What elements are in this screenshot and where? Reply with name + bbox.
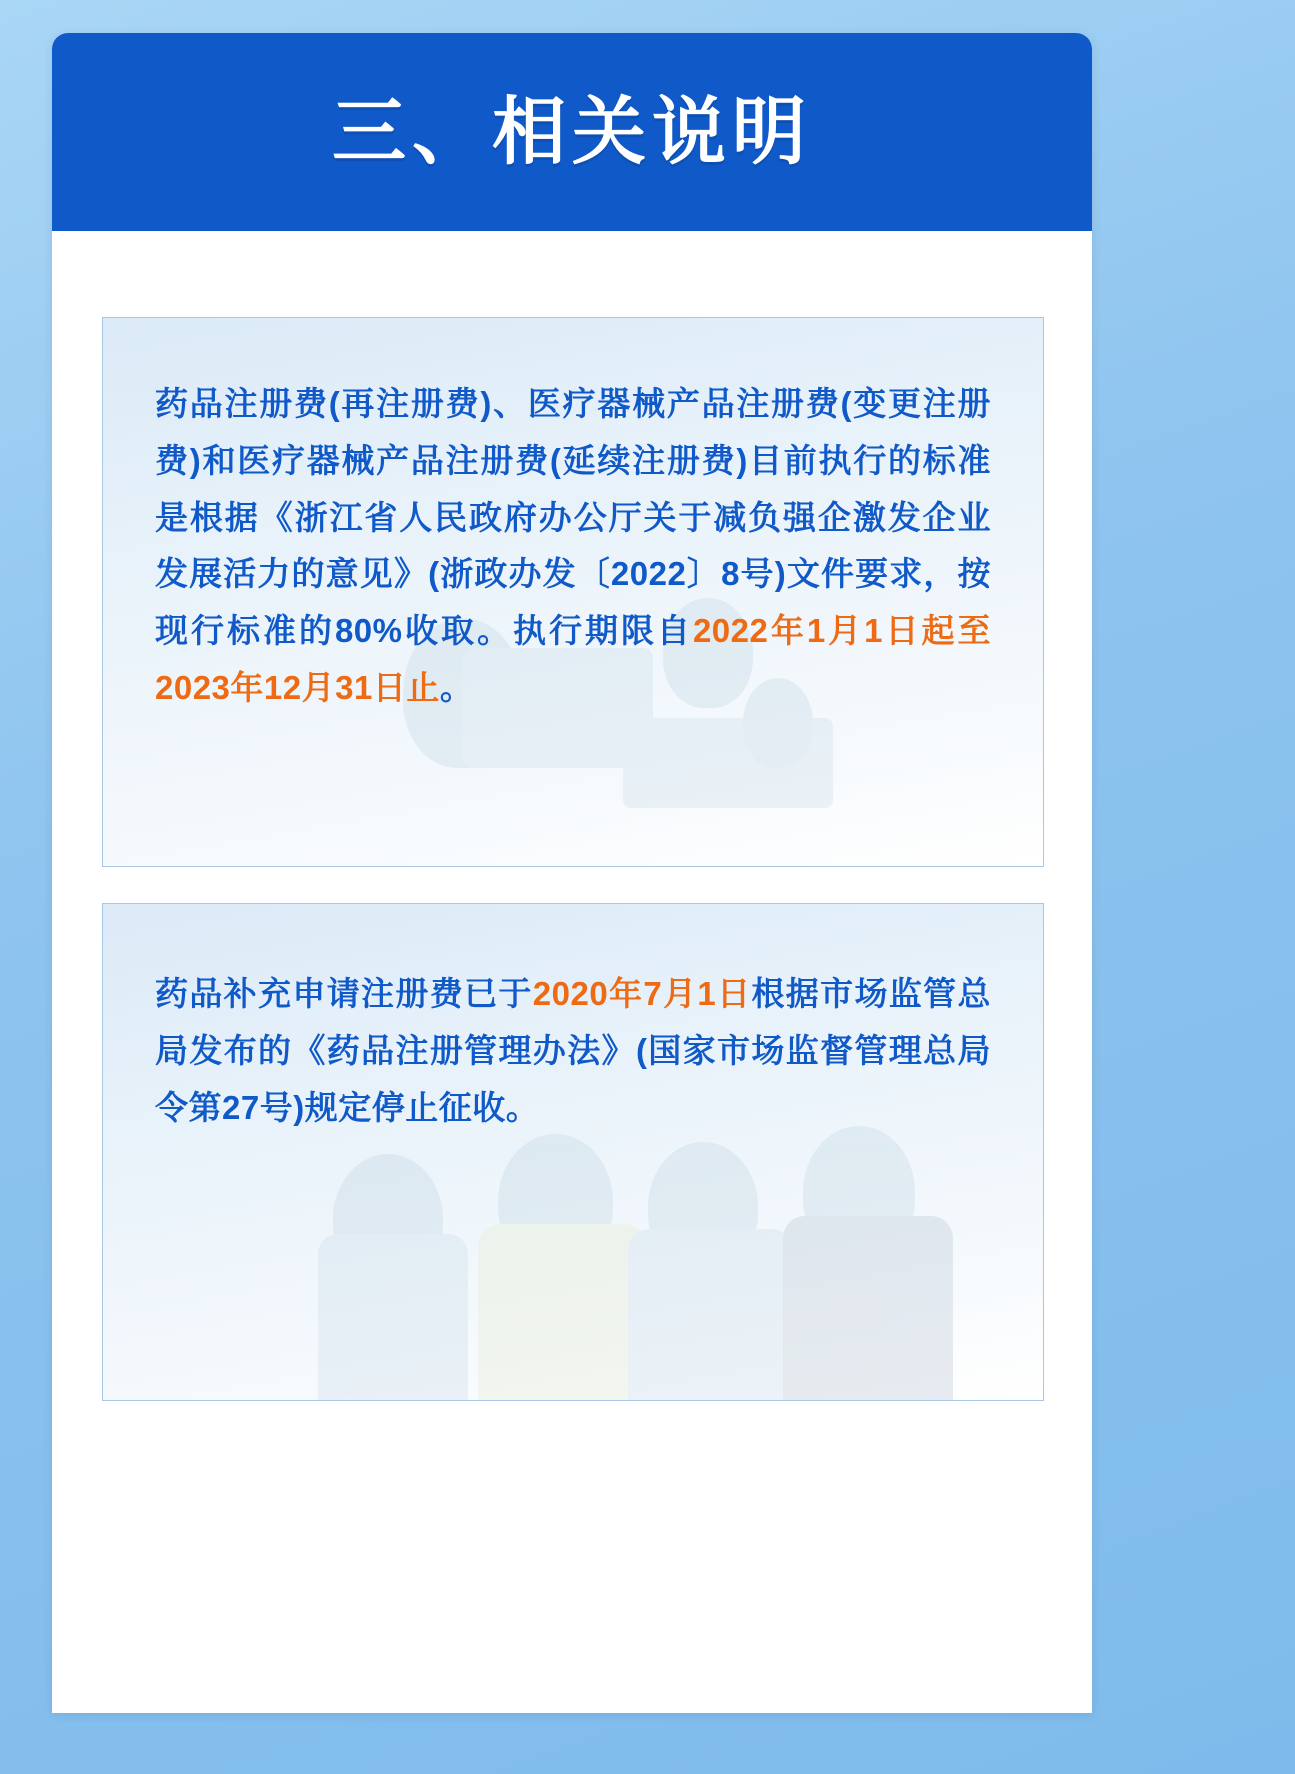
panel-supplementary-application [102, 903, 1044, 1401]
card-body [52, 231, 1092, 1713]
page-title: 三、相关说明 [332, 90, 812, 173]
panel-1-highlight-date-range: 2022年1月1日起至2023年12月31日止 [155, 612, 991, 706]
panel-registration-fee [102, 317, 1044, 867]
panel-2-highlight-date: 2020年7月1日 [532, 975, 752, 1012]
panel-1-text-part-1: 药品注册费(再注册费)、医疗器械产品注册费(变更注册费)和医疗器械产品注册费(延续注册费)目前执行的标准是根据《浙江省人民政府办公厅关于减负强企激发企业发展活力的意见》(浙政办发〔2022〕8号)文件要求，按现行标准的80%收取。执行期限自 [155, 385, 991, 649]
card-header [52, 33, 1092, 231]
panel-2-text-part-1: 药品补充申请注册费已于 [155, 975, 533, 1012]
panel-1-paragraph [103, 318, 1043, 717]
panel-2-paragraph [103, 904, 1043, 1136]
panel-1-text-part-3: 。 [439, 668, 474, 706]
info-card [52, 33, 1092, 1713]
panel-2-text-part-3: 根据市场监管总局发布的《药品注册管理办法》(国家市场监督管理总局令第27号)规定停止征收。 [155, 975, 992, 1126]
